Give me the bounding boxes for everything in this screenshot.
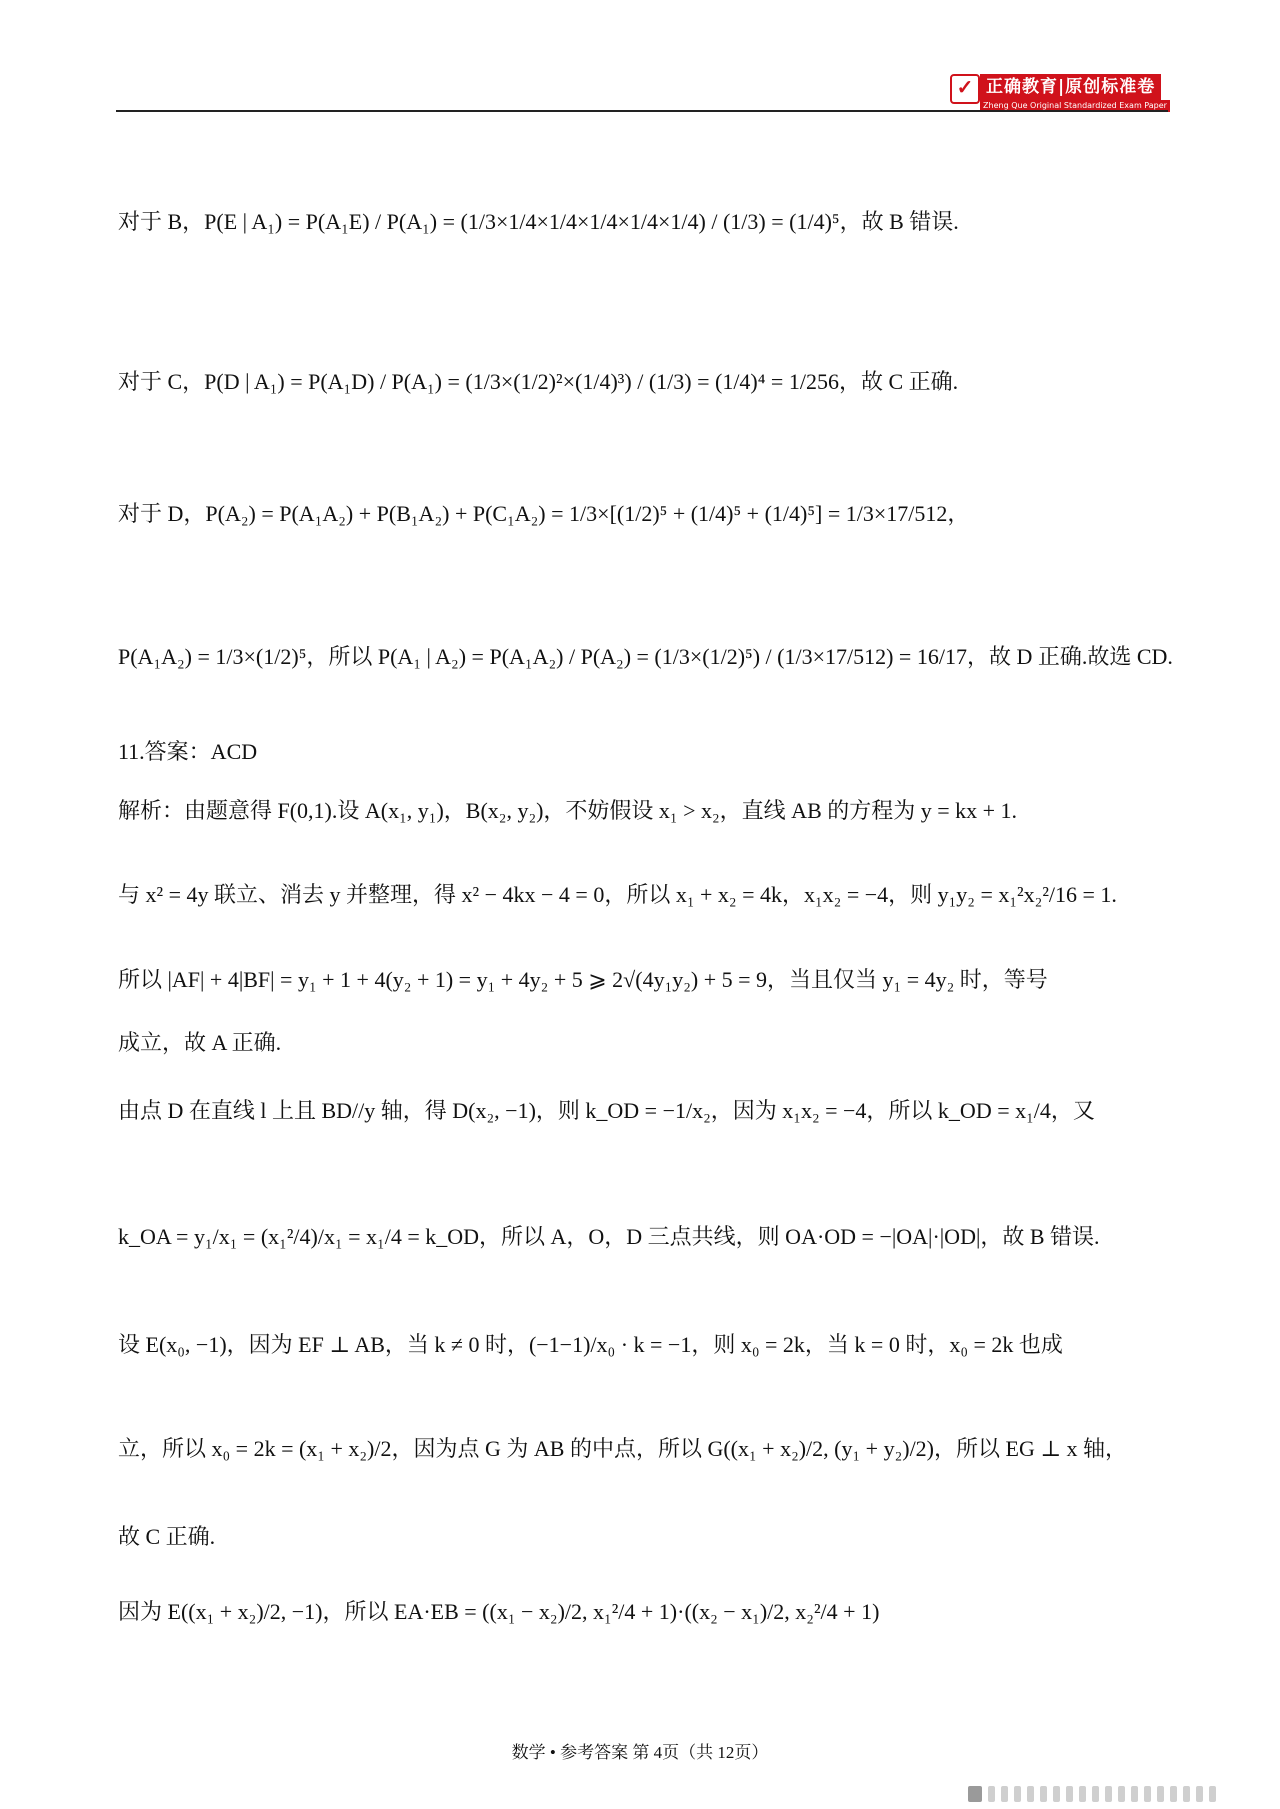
analysis-line-1: 解析：由题意得 F(0,1).设 A(x₁, y₁)，B(x₂, y₂)，不妨假设 x₁ > x₂，直线 AB 的方程为 y = kx + 1. xyxy=(118,798,1018,823)
analysis-line-4: 成立，故 A 正确. xyxy=(118,1030,282,1055)
analysis-line-9: 故 C 正确. xyxy=(118,1524,216,1549)
logo-subtitle: Zheng Que Original Standardized Exam Paper xyxy=(980,100,1170,112)
line-d-total-probability: 对于 D，P(A₂) = P(A₁A₂) + P(B₁A₂) + P(C₁A₂) = 1/3×[(1/2)⁵ + (1/4)⁵ + (1/4)⁵] = 1/3×17/512， xyxy=(118,501,970,526)
check-icon: ✓ xyxy=(950,74,980,104)
answer-11: 11.答案：ACD xyxy=(118,739,258,764)
analysis-line-6: k_OA = y₁/x₁ = (x₁²/4)/x₁ = x₁/4 = k_OD，所以 A，O，D 三点共线，则 OA·OD = −|OA|·|OD|，故 B 错误. xyxy=(118,1224,1100,1249)
analysis-line-3: 所以 |AF| + 4|BF| = y₁ + 1 + 4(y₂ + 1) = y₁ + 4y₂ + 5 ⩾ 2√(4y₁y₂) + 5 = 9，当且仅当 y₁ = 4y₂ 时，等号 xyxy=(118,967,1048,992)
analysis-line-10: 因为 E((x₁ + x₂)/2, −1)，所以 EA·EB = ((x₁ − x₂)/2, x₁²/4 + 1)·((x₂ − x₁)/2, x₂²/4 + 1) xyxy=(118,1599,880,1624)
header-divider xyxy=(116,110,1168,112)
analysis-line-5: 由点 D 在直线 l 上且 BD//y 轴，得 D(x₂, −1)，则 k_OD = −1/x₂，因为 x₁x₂ = −4，所以 k_OD = x₁/4，又 xyxy=(118,1098,1095,1123)
page-footer: 数学 • 参考答案 第 4页（共 12页） xyxy=(511,1743,769,1762)
line-c-conditional: 对于 C，P(D | A₁) = P(A₁D) / P(A₁) = (1/3×(1/2)²×(1/4)³) / (1/3) = (1/4)⁴ = 1/256，故 C 正确. xyxy=(118,369,959,394)
logo-text: 正确教育|原创标准卷 xyxy=(980,74,1161,100)
analysis-line-7: 设 E(x₀, −1)，因为 EF ⊥ AB，当 k ≠ 0 时，(−1−1)/x₀ · k = −1，则 x₀ = 2k，当 k = 0 时，x₀ = 2k 也成 xyxy=(118,1332,1063,1357)
scroll-indicator[interactable] xyxy=(968,1786,1268,1804)
brand-logo xyxy=(950,72,1172,112)
line-d-bayes: P(A₁A₂) = 1/3×(1/2)⁵，所以 P(A₁ | A₂) = P(A₁A₂) / P(A₂) = (1/3×(1/2)⁵) / (1/3×17/512) = 16/17，故 D 正确.故选 CD. xyxy=(118,644,1173,669)
line-b-conditional: 对于 B，P(E | A₁) = P(A₁E) / P(A₁) = (1/3×1/4×1/4×1/4×1/4×1/4) / (1/3) = (1/4)⁵，故 B 错误. xyxy=(118,209,959,234)
analysis-line-8: 立，所以 x₀ = 2k = (x₁ + x₂)/2，因为点 G 为 AB 的中点，所以 G((x₁ + x₂)/2, (y₁ + y₂)/2)，所以 EG ⊥ x 轴， xyxy=(118,1436,1128,1461)
analysis-line-2: 与 x² = 4y 联立、消去 y 并整理，得 x² − 4kx − 4 = 0，所以 x₁ + x₂ = 4k，x₁x₂ = −4，则 y₁y₂ = x₁²x₂²/16 = 1. xyxy=(118,882,1117,907)
